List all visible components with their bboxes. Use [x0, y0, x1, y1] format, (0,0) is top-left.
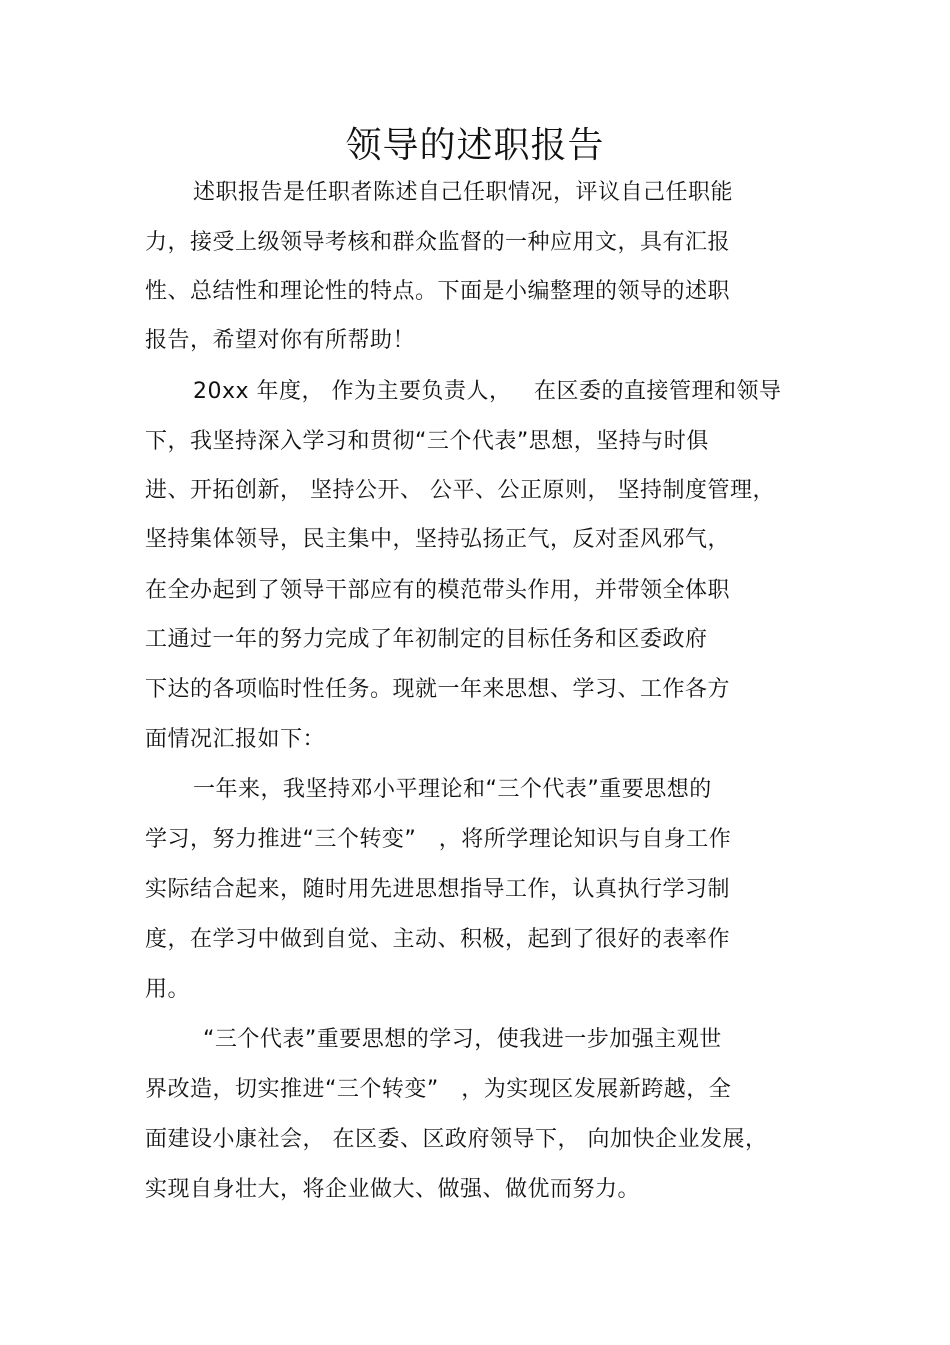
paragraph-3-line-1: 一年来，我坚持邓小平理论和“三个代表”重要思想的: [193, 777, 712, 802]
paragraph-2-line-3: 进、开拓创新， 坚持公开、 公平、公正原则， 坚持制度管理，: [145, 478, 775, 503]
paragraph-3-line-5: 用。: [145, 977, 191, 1002]
paragraph-4-line-2: 界改造，切实推进“三个转变” ，为实现区发展新跨越，全: [145, 1077, 732, 1102]
paragraph-1-line-2: 力，接受上级领导考核和群众监督的一种应用文，具有汇报: [145, 230, 731, 255]
paragraph-1-line-3: 性、总结性和理论性的特点。下面是小编整理的领导的述职: [145, 279, 731, 304]
paragraph-4-line-3: 面建设小康社会， 在区委、区政府领导下， 向加快企业发展，: [145, 1127, 768, 1152]
document-title: 领导的述职报告: [345, 125, 605, 166]
paragraph-2-line-2: 下，我坚持深入学习和贯彻“三个代表”思想，坚持与时俱: [145, 429, 709, 454]
paragraph-3-line-2: 学习，努力推进“三个转变” ，将所学理论知识与自身工作: [145, 827, 732, 852]
paragraph-4-line-4: 实现自身壮大，将企业做大、做强、做优而努力。: [145, 1177, 641, 1202]
paragraph-2-line-7: 下达的各项临时性任务。现就一年来思想、学习、工作各方: [145, 677, 731, 702]
paragraph-4-line-1: “三个代表”重要思想的学习，使我进一步加强主观世: [203, 1027, 722, 1052]
paragraph-3-line-3: 实际结合起来，随时用先进思想指导工作，认真执行学习制: [145, 877, 731, 902]
paragraph-1-line-4: 报告，希望对你有所帮助！: [145, 328, 416, 353]
paragraph-2-line-1: 20xx 年度， 作为主要负责人， 在区委的直接管理和领导: [193, 379, 782, 404]
paragraph-2-line-5: 在全办起到了领导干部应有的模范带头作用，并带领全体职: [145, 578, 731, 603]
paragraph-2-line-6: 工通过一年的努力完成了年初制定的目标任务和区委政府: [145, 627, 708, 652]
paragraph-2-line-8: 面情况汇报如下：: [145, 727, 326, 752]
paragraph-2-line-4: 坚持集体领导，民主集中，坚持弘扬正气，反对歪风邪气，: [145, 527, 731, 552]
paragraph-3-line-4: 度，在学习中做到自觉、主动、积极，起到了很好的表率作: [145, 927, 731, 952]
paragraph-1-line-1: 述职报告是任职者陈述自己任职情况，评议自己任职能: [193, 180, 734, 205]
